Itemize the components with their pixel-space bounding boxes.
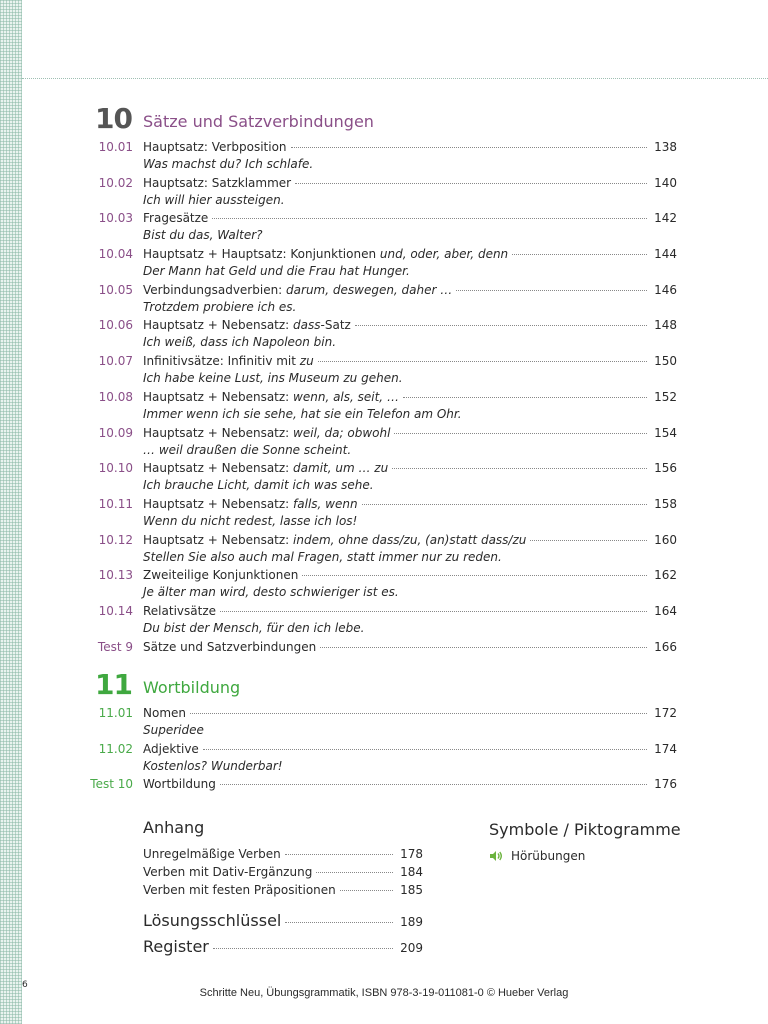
toc-entry[interactable] [0, 136, 768, 172]
entry-code: Test 9 [97, 639, 133, 654]
toc-entry[interactable] [0, 529, 768, 565]
toc-entry[interactable] [0, 738, 768, 774]
chapter-number: 11 [95, 668, 132, 701]
entry-example: Trotzdem probiere ich es. [143, 299, 297, 314]
toc-entry[interactable] [0, 600, 768, 636]
toc-entry-test[interactable] [0, 773, 768, 809]
register-entry[interactable] [143, 937, 423, 963]
entry-example: Ich will hier aussteigen. [143, 192, 285, 207]
chapter-title: Sätze und Satzverbindungen [143, 112, 374, 131]
leader-dots [220, 611, 647, 612]
leader-dots [203, 749, 647, 750]
appendix-title: Anhang [143, 818, 205, 837]
entry-page: 156 [654, 461, 677, 476]
leader-dots [456, 290, 647, 291]
entry-title: Nomen [143, 706, 186, 720]
toc-entry[interactable] [0, 422, 768, 458]
leader-dots [295, 183, 647, 184]
appendix-item-page: 185 [400, 883, 423, 897]
entry-example: Ich weiß, dass ich Napoleon bin. [143, 335, 337, 350]
entry-title: Hauptsatz + Nebensatz: indem, ohne dass/zu, (an)statt dass/zu [143, 532, 527, 547]
leader-dots [403, 397, 647, 398]
entry-page: 150 [654, 354, 677, 369]
entry-code: 10.02 [98, 175, 133, 190]
entry-example: Du bist der Mensch, für den ich lebe. [143, 620, 365, 635]
entry-page: 154 [654, 425, 677, 440]
entry-title: Infinitivsätze: Infinitiv mit zu [143, 354, 314, 369]
entry-title: Hauptsatz + Nebensatz: wenn, als, seit, … [143, 389, 399, 404]
entry-example: Je älter man wird, desto schwieriger ist es. [143, 585, 399, 600]
leader-dots [285, 922, 393, 923]
entry-page: 160 [654, 532, 677, 547]
entry-example: Stellen Sie also auch mal Fragen, statt immer nur zu reden. [143, 549, 502, 564]
chapter-10 [0, 102, 768, 671]
entry-example: Ich habe keine Lust, ins Museum zu gehen. [143, 371, 403, 386]
leader-dots [340, 890, 393, 891]
chapter-header [0, 102, 768, 136]
toc-entry[interactable] [0, 702, 768, 738]
entry-example: Immer wenn ich sie sehe, hat sie ein Telefon am Ohr. [143, 406, 462, 421]
entry-page: 146 [654, 282, 677, 297]
answer-key-label: Lösungsschlüssel [143, 911, 282, 930]
entry-code: 10.07 [98, 354, 133, 369]
leader-dots [320, 647, 647, 648]
entry-page: 152 [654, 389, 677, 404]
leader-dots [213, 948, 393, 949]
entry-title: Adjektive [143, 741, 199, 756]
entry-title: Hauptsatz: Verbposition [143, 140, 287, 154]
appendix-item-label: Verben mit Dativ-Ergänzung [143, 865, 313, 879]
entry-page: 158 [654, 496, 677, 511]
leader-dots [530, 540, 647, 541]
toc-entry[interactable] [0, 172, 768, 208]
chapter-number: 10 [95, 102, 132, 135]
entry-example: Der Mann hat Geld und die Frau hat Hunger. [143, 264, 410, 279]
entry-code: Test 10 [90, 777, 133, 792]
entry-code: 10.12 [98, 532, 133, 547]
toc-entry[interactable] [0, 493, 768, 529]
entry-page: 142 [654, 211, 677, 226]
entry-title: Sätze und Satzverbindungen [143, 639, 317, 654]
entry-code: 11.02 [98, 741, 133, 756]
entry-title: Relativsätze [143, 603, 217, 618]
chapter-header [0, 668, 768, 702]
speaker-icon [489, 850, 503, 862]
entry-code: 10.13 [98, 568, 133, 583]
entry-code: 10.14 [98, 603, 133, 618]
entry-example: Bist du das, Walter? [143, 228, 263, 243]
leader-dots [220, 784, 647, 785]
symbol-label: Hörübungen [511, 849, 586, 863]
entry-title: Zweiteilige Konjunktionen [143, 568, 299, 583]
entry-title: Verbindungsadverbien: darum, deswegen, daher … [143, 282, 453, 297]
leader-dots [302, 575, 647, 576]
entry-example: Kostenlos? Wunderbar! [143, 758, 283, 773]
entry-page: 144 [654, 247, 677, 262]
entry-title: Hauptsatz + Hauptsatz: Konjunktionen und, oder, aber, denn [143, 247, 509, 262]
chapter-title: Wortbildung [143, 678, 241, 697]
register-page: 209 [400, 941, 423, 955]
entry-title: Hauptsatz + Nebensatz: weil, da; obwohl [143, 425, 391, 440]
top-rule [22, 78, 768, 79]
appendix-item[interactable] [143, 847, 423, 865]
appendix-item-label: Verben mit festen Präpositionen [143, 883, 336, 897]
symbols-title: Symbole / Piktogramme [489, 820, 681, 839]
leader-dots [190, 713, 647, 714]
entry-page: 162 [654, 568, 677, 583]
entry-example: Wenn du nicht redest, lasse ich los! [143, 513, 358, 528]
entry-page: 176 [654, 777, 677, 792]
toc-entry[interactable] [0, 564, 768, 600]
toc-entry[interactable] [0, 457, 768, 493]
page-number: 6 [22, 980, 28, 990]
entry-code: 11.01 [98, 706, 133, 720]
entry-title: Wortbildung [143, 777, 216, 792]
leader-dots [394, 433, 647, 434]
appendix [143, 818, 423, 963]
entry-title: Hauptsatz + Nebensatz: damit, um … zu [143, 461, 389, 476]
leader-dots [285, 854, 393, 855]
entry-page: 174 [654, 741, 677, 756]
entry-page: 140 [654, 175, 677, 190]
entry-page: 164 [654, 603, 677, 618]
toc-entry[interactable] [0, 350, 768, 386]
leader-dots [512, 254, 647, 255]
appendix-item[interactable] [143, 865, 423, 883]
leader-dots [291, 147, 647, 148]
toc-entry[interactable] [0, 314, 768, 350]
toc-entry[interactable] [0, 279, 768, 315]
entry-code: 10.08 [98, 389, 133, 404]
symbol-item [489, 849, 689, 863]
toc-entry[interactable] [0, 243, 768, 279]
entry-example: Was machst du? Ich schlafe. [143, 157, 314, 171]
leader-dots [362, 504, 647, 505]
entry-code: 10.06 [98, 318, 133, 333]
entry-page: 148 [654, 318, 677, 333]
answer-key-entry[interactable] [143, 911, 423, 937]
entry-title: Hauptsatz: Satzklammer [143, 175, 292, 190]
symbols-legend [489, 820, 689, 863]
toc-entry[interactable] [0, 207, 768, 243]
entry-page: 166 [654, 639, 677, 654]
leader-dots [316, 872, 393, 873]
entry-title: Hauptsatz + Nebensatz: dass-Satz [143, 318, 351, 333]
answer-key-page: 189 [400, 915, 423, 929]
entry-code: 10.01 [98, 140, 133, 154]
entry-title: Fragesätze [143, 211, 209, 226]
toc-entry[interactable] [0, 386, 768, 422]
leader-dots [355, 325, 647, 326]
entry-example: Ich brauche Licht, damit ich was sehe. [143, 478, 374, 493]
appendix-item[interactable] [143, 883, 423, 901]
entry-code: 10.11 [98, 496, 133, 511]
entry-page: 172 [654, 706, 677, 720]
leader-dots [318, 361, 647, 362]
entry-example: Superidee [143, 723, 204, 737]
leader-dots [392, 468, 647, 469]
leader-dots [212, 218, 647, 219]
appendix-item-page: 184 [400, 865, 423, 879]
entry-code: 10.10 [98, 461, 133, 476]
toc-entry-test[interactable] [0, 636, 768, 672]
entry-code: 10.04 [98, 247, 133, 262]
register-label: Register [143, 937, 209, 956]
chapter-11 [0, 668, 768, 809]
entry-page: 138 [654, 140, 677, 154]
entry-code: 10.03 [98, 211, 133, 226]
entry-code: 10.05 [98, 282, 133, 297]
appendix-item-page: 178 [400, 847, 423, 861]
entry-example: … weil draußen die Sonne scheint. [143, 442, 352, 457]
appendix-item-label: Unregelmäßige Verben [143, 847, 281, 861]
entry-code: 10.09 [98, 425, 133, 440]
footer-copyright: Schritte Neu, Übungsgrammatik, ISBN 978-3-19-011081-0 © Hueber Verlag [199, 987, 569, 999]
entry-title: Hauptsatz + Nebensatz: falls, wenn [143, 496, 358, 511]
